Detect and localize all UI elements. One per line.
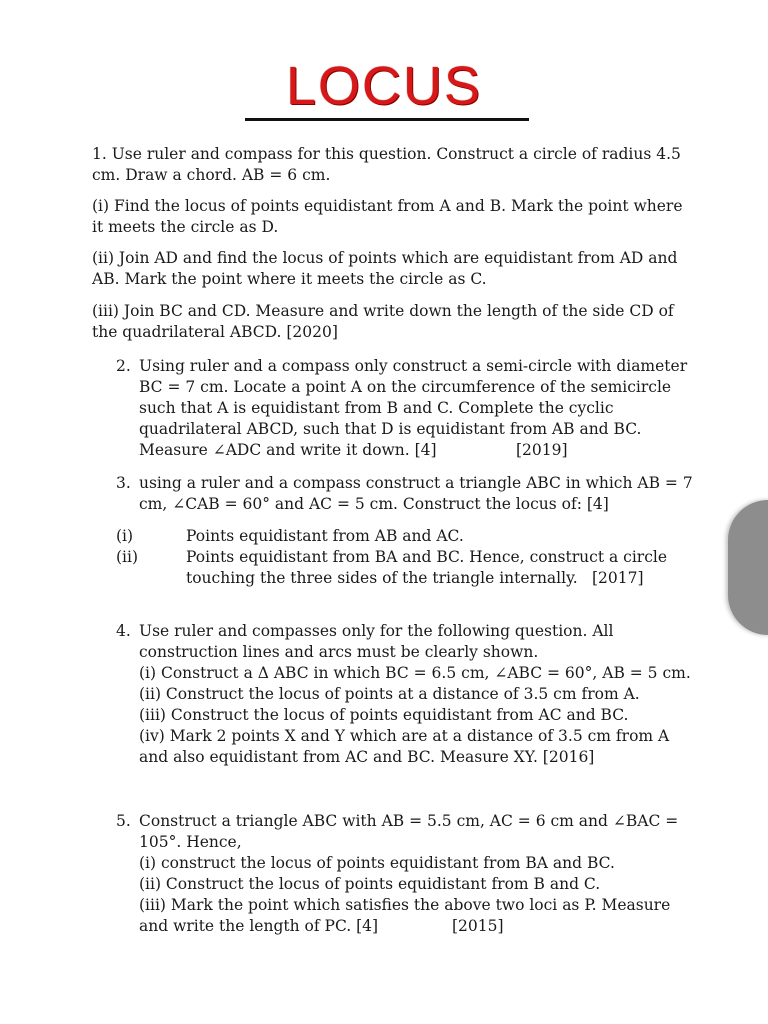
side-scroll-tab[interactable]: [728, 500, 768, 635]
part-label: (ii): [116, 548, 139, 566]
part-text: touching the three sides of the triangle internally.: [186, 569, 578, 587]
question-3-line: using a ruler and a compass construct a triangle ABC in which AB = 7: [139, 474, 693, 492]
question-4-line: and also equidistant from AC and BC. Measure XY. [2016]: [139, 748, 595, 766]
question-2-line: Using ruler and a compass only construct a semi-circle with diameter: [139, 357, 688, 375]
question-5-line: (iii) Mark the point which satisfies the above two loci as P. Measure: [139, 896, 671, 914]
question-2-line: Measure ∠ADC and write it down. [4]: [139, 441, 437, 459]
question-1-part-i: (i) Find the locus of points equidistant from A and B. Mark the point where: [92, 197, 683, 215]
question-2-line: BC = 7 cm. Locate a point A on the circumference of the semicircle: [139, 378, 672, 396]
year-label: [2015]: [452, 917, 504, 935]
year-label: [2019]: [516, 441, 568, 459]
question-number: 3.: [116, 474, 131, 492]
title-underline: [245, 118, 529, 121]
part-label: (i): [116, 527, 134, 545]
question-2-line: such that A is equidistant from B and C. Complete the cyclic: [139, 399, 614, 417]
question-number: 2.: [116, 357, 131, 375]
question-1-part-iii: (iii) Join BC and CD. Measure and write down the length of the side CD of: [92, 302, 674, 320]
question-5-line: 105°. Hence,: [139, 833, 242, 851]
question-2-line: quadrilateral ABCD, such that D is equidistant from AB and BC.: [139, 420, 642, 438]
question-4-line: (i) Construct a Δ ABC in which BC = 6.5 cm, ∠ABC = 60°, AB = 5 cm.: [139, 664, 691, 682]
question-1-part-ii: (ii) Join AD and find the locus of points which are equidistant from AD and: [92, 249, 678, 267]
question-1-part-ii: AB. Mark the point where it meets the circle as C.: [92, 270, 487, 288]
question-1-part-iii: the quadrilateral ABCD. [2020]: [92, 323, 338, 341]
part-text: Points equidistant from AB and AC.: [186, 527, 464, 545]
part-text: Points equidistant from BA and BC. Hence, construct a circle: [186, 548, 667, 566]
question-1-line: cm. Draw a chord. AB = 6 cm.: [92, 166, 331, 184]
question-5-line: and write the length of PC. [4]: [139, 917, 379, 935]
question-number: 5.: [116, 812, 131, 830]
question-5-line: Construct a triangle ABC with AB = 5.5 cm, AC = 6 cm and ∠BAC =: [139, 812, 679, 830]
question-4-line: Use ruler and compasses only for the following question. All: [139, 622, 614, 640]
question-5-line: (ii) Construct the locus of points equidistant from B and C.: [139, 875, 601, 893]
year-label: [2017]: [592, 569, 644, 587]
question-5-line: (i) construct the locus of points equidistant from BA and BC.: [139, 854, 615, 872]
question-1-part-i: it meets the circle as D.: [92, 218, 279, 236]
question-4-line: construction lines and arcs must be clearly shown.: [139, 643, 539, 661]
question-3-line: cm, ∠CAB = 60° and AC = 5 cm. Construct the locus of: [4]: [139, 495, 609, 513]
page-title: LOCUS: [285, 56, 483, 116]
question-4-line: (iv) Mark 2 points X and Y which are at a distance of 3.5 cm from A: [139, 727, 670, 745]
question-4-line: (ii) Construct the locus of points at a distance of 3.5 cm from A.: [139, 685, 640, 703]
question-4-line: (iii) Construct the locus of points equidistant from AC and BC.: [139, 706, 629, 724]
question-number: 4.: [116, 622, 131, 640]
question-1-line: 1. Use ruler and compass for this question. Construct a circle of radius 4.5: [92, 145, 681, 163]
